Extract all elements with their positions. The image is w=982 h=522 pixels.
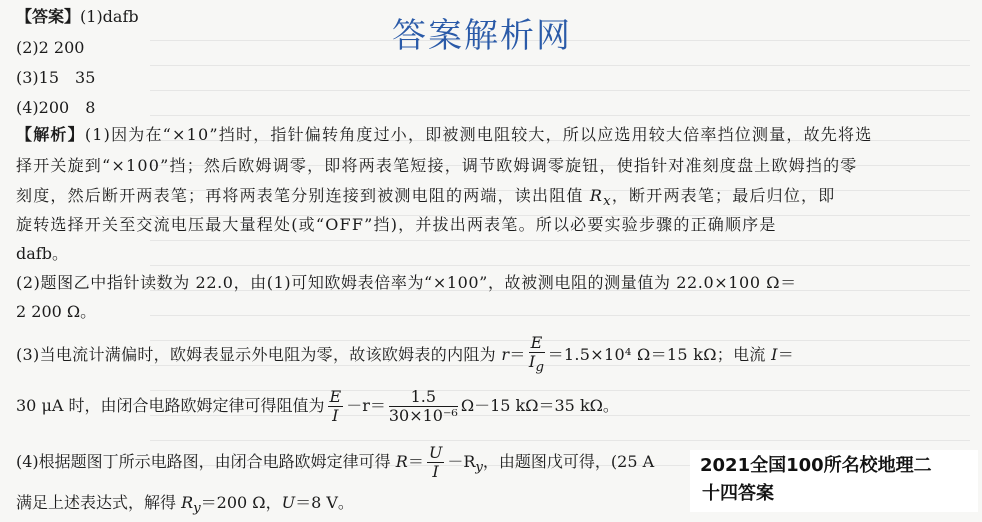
answer-1: (1)dafb	[80, 7, 139, 26]
analysis-p3-l1c: ＝	[777, 345, 795, 365]
fraction-U-over-I	[427, 444, 444, 481]
analysis-line-9	[16, 386, 619, 426]
math-eq-2: ＝	[407, 452, 424, 471]
analysis-p4-l1a: (4)根据题图丁所示电路图，由闭合电路欧姆定律可得	[16, 452, 396, 471]
math-eq: ＝	[509, 345, 526, 365]
analysis-line-8	[16, 334, 794, 377]
analysis-p3-l2a: 30 μA 时，由闭合电路欧姆定律可得阻值为	[16, 396, 325, 415]
analysis-p2-l1: (2)题图乙中指针读数为 22.0，由(1)可知欧姆表倍率为“×100”，故被测电阻的测量值为 22.0×100 Ω＝	[16, 273, 797, 292]
frac-den-Ig	[529, 353, 545, 377]
bleed-through-background	[150, 40, 970, 500]
analysis-line-11	[16, 492, 354, 520]
analysis-p4-l2b: ＝200 Ω，	[200, 493, 282, 512]
frac4-num-U: U	[428, 443, 443, 462]
analysis-p1-l5: dafb。	[16, 244, 68, 263]
analysis-line-2	[16, 155, 858, 177]
math-R-2: R	[181, 493, 194, 512]
frac3-den: 30×10⁻⁶	[388, 406, 458, 425]
analysis-p1-l2: 择开关旋到“×100”挡；然后欧姆调零，即将两表笔短接，调节欧姆调零旋钮，使指针对准刻度盘上欧姆挡的零	[16, 156, 858, 175]
answer-line-3	[16, 67, 95, 89]
math-I: I	[771, 345, 778, 365]
math-Ry-sub: y	[475, 460, 483, 476]
answer-2: (2)2 200	[16, 38, 85, 57]
frac-den-g: g	[535, 360, 545, 376]
fraction-E-over-Ig	[529, 334, 545, 377]
analysis-tag: 【解析】	[16, 125, 85, 144]
analysis-p3-l2b: Ω－15 kΩ＝35 kΩ。	[460, 396, 619, 415]
frac3-num: 1.5	[389, 388, 458, 407]
analysis-p3-l1a: (3)当电流计满偏时，欧姆表显示外电阻为零，故该欧姆表的内阻为	[16, 345, 502, 365]
math-Rx-sub: x	[603, 194, 612, 210]
answer-line-2	[16, 37, 84, 59]
frac2-den-I: I	[332, 406, 339, 425]
analysis-p1-l3a: 刻度，然后断开两表笔；再将两表笔分别连接到被测电阻的两端，读出阻值	[16, 186, 590, 205]
analysis-p1-l3b: ，断开两表笔；最后归位，即	[611, 186, 836, 205]
math-R: R	[395, 452, 408, 471]
analysis-p1-l1: (1)因为在“×10”挡时，指针偏转角度过小，即被测电阻较大，所以应选用较大倍率挡位测量，故先将选	[84, 125, 873, 144]
corner-caption-line-1: 2021全国100所名校地理二	[700, 455, 932, 476]
frac2-num-E: E	[329, 387, 342, 406]
analysis-line-1	[16, 124, 872, 146]
frac-num-E: E	[530, 333, 543, 352]
answer-3: (3)15 35	[16, 68, 96, 87]
analysis-p4-l1b: ，由题图戊可得，(25 A	[482, 452, 655, 471]
answer-line-4	[16, 97, 95, 119]
math-Rx: R	[589, 186, 604, 205]
analysis-line-7	[16, 301, 96, 323]
corner-caption	[690, 450, 978, 512]
analysis-line-10	[16, 442, 654, 488]
analysis-line-6	[16, 272, 797, 294]
frac-den-I: I	[528, 352, 536, 371]
math-U: U	[281, 493, 296, 512]
analysis-p3-l1b: ＝1.5×10⁴ Ω＝15 kΩ；电流	[547, 345, 772, 365]
answer-tag: 【答案】	[16, 7, 81, 26]
analysis-line-4	[16, 214, 777, 236]
analysis-p4-l2c: ＝8 V。	[295, 493, 354, 512]
math-minus-r: －r＝	[346, 396, 386, 415]
math-Ry-sub-2: y	[193, 501, 201, 517]
math-minus-Ry: －R	[447, 452, 476, 471]
math-r: r	[501, 345, 510, 365]
analysis-p1-l4: 旋转选择开关至交流电压最大量程处(或“OFF”挡)，并拔出两表笔。所以必要实验步骤的正确顺序是	[16, 215, 777, 234]
corner-caption-line-2: 十四答案	[702, 483, 774, 504]
site-watermark: 答案解析网	[392, 16, 572, 56]
fraction-E-over-I	[328, 388, 344, 425]
fraction-1.5-over-30e-6	[389, 388, 458, 425]
analysis-line-5	[16, 243, 68, 265]
analysis-line-3	[16, 185, 835, 213]
analysis-p2-l2: 2 200 Ω。	[16, 302, 97, 321]
analysis-p4-l2a: 满足上述表达式，解得	[16, 493, 182, 512]
frac4-den-I: I	[432, 462, 439, 481]
answer-line-1	[16, 6, 139, 28]
answer-4: (4)200 8	[16, 98, 96, 117]
